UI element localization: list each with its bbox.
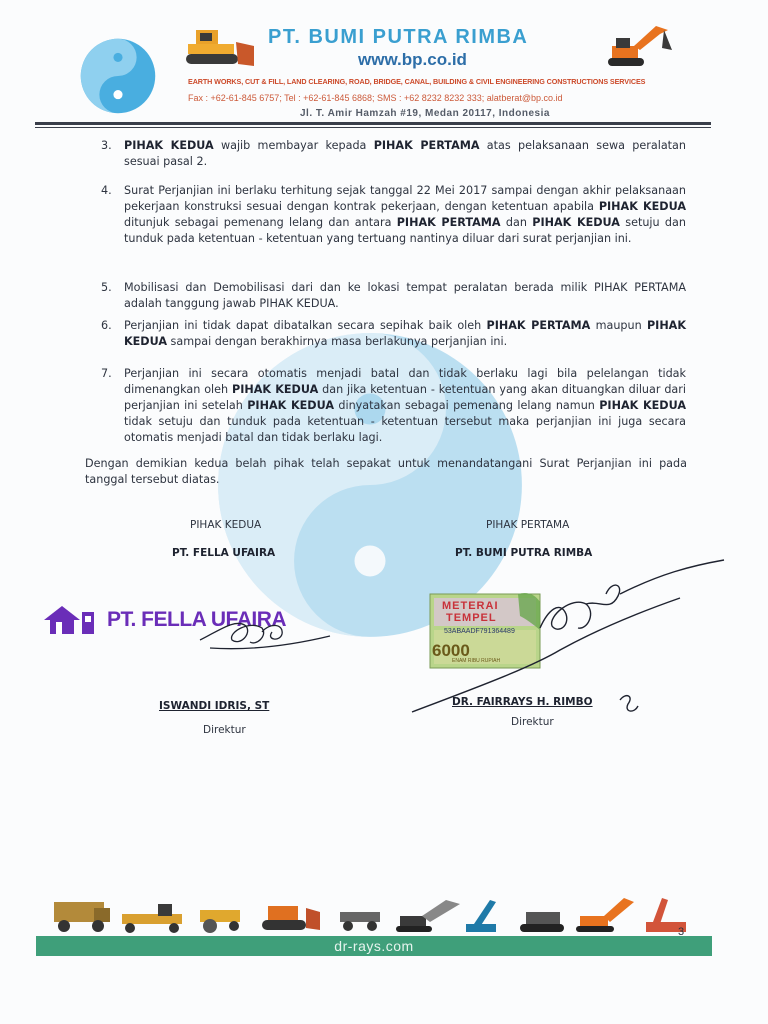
party-reference: PIHAK KEDUA [124,139,214,152]
party-reference: PIHAK KEDUA [598,200,686,213]
clause-4 [103,183,686,247]
clause-fragment: dinyatakan sebagai pemenang lelang namun [334,399,600,412]
clause-fragment: wajib membayar kepada [213,139,374,152]
party-reference: PIHAK PERTAMA [486,319,591,332]
excavator-icon [606,20,676,70]
clause-3 [103,138,686,170]
party-reference: PIHAK KEDUA [599,399,686,412]
party-reference: PIHAK KEDUA [532,216,620,229]
clause-fragment: dan jika ketentuan - ketentuan yang akan dituangkan diluar dari perjanjian ini setelah [124,383,686,412]
clause-text [124,183,686,247]
pipe-truck-icon [340,912,380,931]
clause-fragment: maupun [590,319,647,332]
signatory-name-right: DR. FAIRRAYS H. RIMBO [452,696,593,708]
stamp-value: 6000 [432,641,470,660]
clause-number: 6. [101,319,112,332]
clause-fragment: tidak setuju dan tunduk pada ketentuan - ketentuan tersebut maka perjanjian ini juga secara otomatis menjadi batal dan tidak berlaku lagi. [124,415,686,444]
loader-icon [520,912,564,932]
clause-fragment: Perjanjian ini secara otomatis menjadi batal dan tidak berlaku lagi bila pelelangan tidak dimenangkan oleh [124,367,686,396]
clause-fragment: atas pelaksanaan sewa peralatan sesuai pasal 2. [124,139,687,168]
excavator-small-icon [396,900,460,932]
closing-paragraph: Dengan demikian kedua belah pihak telah sepakat untuk menandatangani Surat Perjanjian ini pada tanggal tersebut diatas. [85,457,687,486]
company-name: PT. BUMI PUTRA RIMBA [268,26,529,48]
party-label-left: PIHAK KEDUA [190,519,262,531]
stamp-company-text: PT. FELLA UFAIRA [107,608,287,631]
party-reference: PIHAK PERTAMA [373,139,480,152]
page-number: 3 [678,926,685,938]
stamp-word-meterai: METERAI [442,600,499,612]
heavy-equipment-strip-icon [50,892,700,936]
clause-fragment: setuju dan tunduk pada ketentuan - ketentuan yang tertuang nantinya diluar dari surat perjanjian ini. [124,216,686,245]
party-reference: PIHAK PERTAMA [396,216,501,229]
clause-6 [103,318,686,350]
party-reference: PIHAK KEDUA [232,383,319,396]
excavator-orange-icon [576,898,634,932]
bulldozer-icon [178,24,258,70]
clause-fragment: Mobilisasi dan Demobilisasi dari dan ke lokasi tempat peralatan berada milik PIHAK PERTAMA adalah tanggung jawab PIHAK KEDUA. [124,281,686,310]
party-label-right: PIHAK PERTAMA [486,519,570,531]
clause-fragment: Surat Perjanjian ini berlaku terhitung sejak tanggal 22 Mei 2017 sampai dengan akhir pelaksanaan pekerjaan konstruksi sesuai dengan kontrak pekerjaan, dengan ketentuan apabila [124,184,686,213]
clause-number: 4. [101,184,112,197]
header-divider [35,122,711,125]
signatory-title-right: Direktur [511,716,554,728]
bulldozer-small-icon [262,906,320,930]
clause-text [124,318,686,350]
company-address: Jl. T. Amir Hamzah #19, Medan 20117, Indonesia [300,108,550,119]
dump-truck-icon [54,902,110,932]
clause-fragment: Perjanjian ini tidak dapat dibatalkan secara sepihak baik oleh [124,319,487,332]
clause-7 [103,366,686,446]
party-company-left: PT. FELLA UFAIRA [172,547,276,559]
company-website[interactable]: www.bp.co.id [358,50,467,69]
stamp-value-words: ENAM RIBU RUPIAH [452,658,501,664]
grader-icon [122,904,182,933]
stamp-serial: 53ABAADF791364489 [444,628,515,635]
party-reference: PIHAK KEDUA [124,319,687,348]
clause-number: 3. [101,139,112,152]
contact-line: Fax : +62-61-845 6757; Tel : +62-61-845 6868; SMS : +62 8232 8232 333; alatberat@bp.co.id [188,93,563,103]
clause-5 [103,280,686,312]
signatory-title-left: Direktur [203,724,246,736]
footer-website[interactable]: dr-rays.com [334,938,414,954]
clause-text [124,138,686,170]
clause-text [124,366,686,446]
stamp-word-tempel: TEMPEL [446,612,497,624]
services-line: EARTH WORKS, CUT & FILL, LAND CLEARING, ROAD, BRIDGE, CANAL, BUILDING & CIVIL ENGINEERING CONSTRUCTIONS SERVICES [188,77,646,86]
party-reference: PIHAK KEDUA [247,399,334,412]
header-divider-thin [35,127,711,128]
clause-fragment: dan [500,216,533,229]
signatory-name-left: ISWANDI IDRIS, ST [159,700,270,712]
company-logo-icon [80,38,156,114]
roller-icon [200,910,240,933]
clause-number: 7. [101,367,112,380]
clause-fragment: sampai dengan berakhirnya masa berlakunya perjanjian ini. [167,335,508,348]
clause-text [124,280,686,312]
clause-fragment: ditunjuk sebagai pemenang lelang dan antara [124,216,397,229]
clause-number: 5. [101,281,112,294]
crane-icon [466,900,496,932]
party-company-right: PT. BUMI PUTRA RIMBA [455,547,593,559]
